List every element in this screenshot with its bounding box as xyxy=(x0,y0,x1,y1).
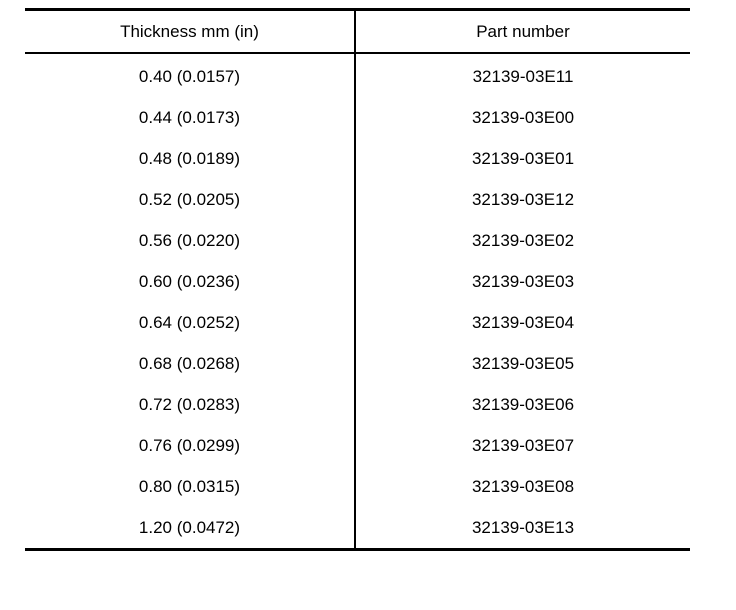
table-row xyxy=(25,302,690,343)
thickness-cell: 0.56 (0.0220) xyxy=(25,220,355,261)
thickness-cell: 0.68 (0.0268) xyxy=(25,343,355,384)
part-number-cell: 32139-03E07 xyxy=(471,435,575,455)
thickness-cell: 0.76 (0.0299) xyxy=(25,425,355,466)
part-number-cell: 32139-03E11 xyxy=(472,66,574,86)
table-body xyxy=(25,53,690,550)
part-number-cell: 32139-03E06 xyxy=(471,394,575,414)
table-row xyxy=(25,425,690,466)
part-number-cell: 32139-03E00 xyxy=(471,107,575,127)
thickness-cell: 0.48 (0.0189) xyxy=(25,138,355,179)
shim-thickness-table xyxy=(25,8,690,551)
table-row xyxy=(25,343,690,384)
thickness-cell: 0.80 (0.0315) xyxy=(25,466,355,507)
table-row xyxy=(25,97,690,138)
table-row xyxy=(25,507,690,550)
thickness-cell: 0.40 (0.0157) xyxy=(25,53,355,97)
table-row xyxy=(25,384,690,425)
table-row xyxy=(25,261,690,302)
table-row xyxy=(25,220,690,261)
thickness-cell: 0.64 (0.0252) xyxy=(25,302,355,343)
header-thickness: Thickness mm (in) xyxy=(25,10,355,54)
part-number-cell: 32139-03E04 xyxy=(471,312,575,332)
part-number-cell: 32139-03E03 xyxy=(471,271,575,291)
thickness-cell: 0.60 (0.0236) xyxy=(25,261,355,302)
table-header xyxy=(25,10,690,54)
thickness-cell: 1.20 (0.0472) xyxy=(25,507,355,550)
table-row xyxy=(25,138,690,179)
table-row xyxy=(25,53,690,97)
header-row xyxy=(25,10,690,54)
thickness-cell: 0.72 (0.0283) xyxy=(25,384,355,425)
part-number-cell: 32139-03E12 xyxy=(471,189,575,209)
thickness-cell: 0.52 (0.0205) xyxy=(25,179,355,220)
part-number-cell: 32139-03E02 xyxy=(471,230,575,250)
part-number-cell: 32139-03E05 xyxy=(471,353,575,373)
table-row xyxy=(25,179,690,220)
part-number-cell: 32139-03E08 xyxy=(471,476,575,496)
header-part-number: Part number xyxy=(476,21,570,41)
part-number-cell: 32139-03E01 xyxy=(471,148,575,168)
table-row xyxy=(25,466,690,507)
thickness-cell: 0.44 (0.0173) xyxy=(25,97,355,138)
part-number-cell: 32139-03E13 xyxy=(355,507,690,550)
